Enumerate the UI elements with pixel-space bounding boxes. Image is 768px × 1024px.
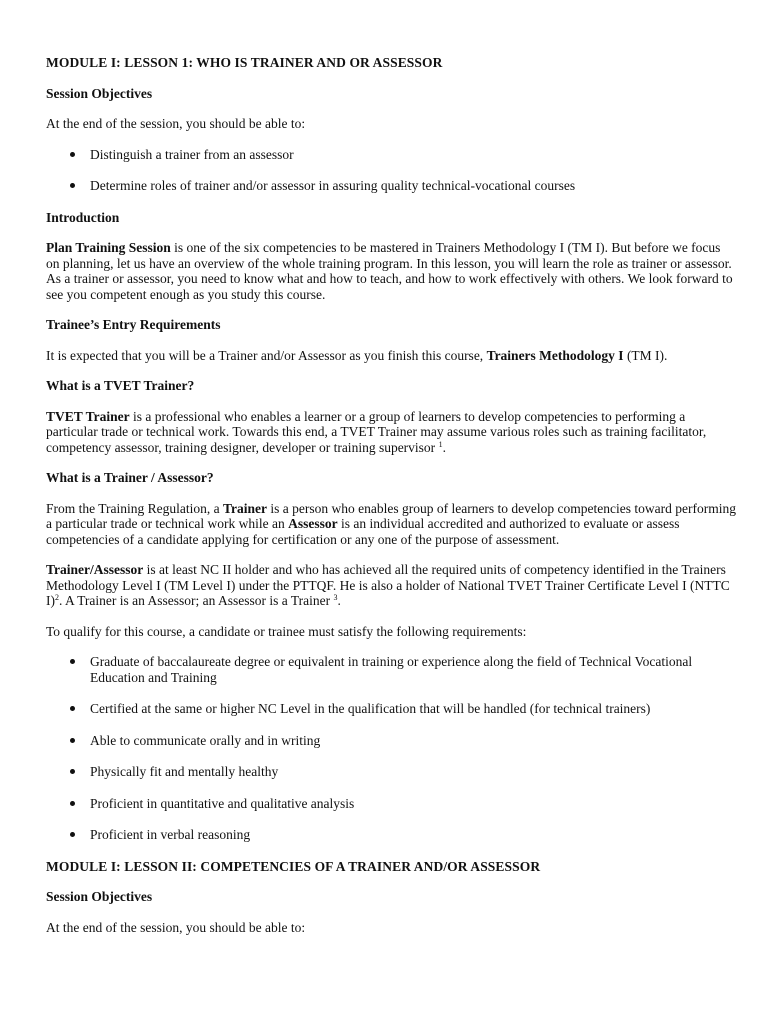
introduction-paragraph <box>46 240 736 302</box>
entry-text: It is expected that you will be a Trainer and/or Assessor as you finish this course, <box>46 347 487 363</box>
lesson2-objectives-intro: At the end of the session, you should be able to: <box>46 919 306 935</box>
ta-text: . A Trainer is an Assessor; an Assessor is a Trainer <box>59 593 334 608</box>
trainer-assessor-paragraph-2 <box>46 562 736 609</box>
list-item: Physically fit and mentally healthy <box>46 764 736 780</box>
trainer-assessor-paragraph-1 <box>46 501 736 548</box>
footnote-ref[interactable]: 1 <box>438 439 443 449</box>
entry-requirements-heading: Trainee’s Entry Requirements <box>46 317 221 332</box>
entry-bold: Trainers Methodology I <box>486 347 624 363</box>
tvet-trainer-paragraph <box>46 409 736 456</box>
lesson2-objectives-heading: Session Objectives <box>46 889 153 904</box>
lesson1-objectives-heading: Session Objectives <box>46 85 153 101</box>
qualify-intro: To qualify for this course, a candidate or trainee must satisfy the following requirements: <box>46 623 527 639</box>
list-item: Able to communicate orally and in writing <box>46 733 736 749</box>
ta-text: . <box>337 593 341 608</box>
list-item: Proficient in verbal reasoning <box>46 827 736 843</box>
entry-text-end: (TM I). <box>623 347 668 363</box>
list-item: Graduate of baccalaureate degree or equivalent in training or experience along the field of Technical Vocational Education and Training <box>46 654 736 685</box>
lesson1-objectives-intro: At the end of the session, you should be able to: <box>46 116 306 131</box>
lesson1-objectives-list <box>46 147 736 194</box>
requirements-list <box>46 654 736 843</box>
list-item: Certified at the same or higher NC Level in the qualification that will be handled (for technical trainers) <box>46 701 736 717</box>
ta-text: is a person who enables group of learners to develop competencies toward performing a particular trade or technical work while an <box>46 500 736 531</box>
ta-text: is at least NC II holder and who has achieved all the required units of competency identified in the Trainers Methodology Level I (TM Level I) under the PTTQF. He is also a holder of National TVET Trainer Certificate Level I (NTTC I) <box>46 562 730 608</box>
footnote-ref[interactable]: 2 <box>55 593 59 602</box>
list-item: Proficient in quantitative and qualitative analysis <box>46 796 736 812</box>
tvet-trainer-heading: What is a TVET Trainer? <box>46 378 195 393</box>
introduction-heading: Introduction <box>46 209 120 225</box>
introduction-bold: Plan Training Session <box>46 240 171 255</box>
entry-requirements-paragraph <box>46 348 736 364</box>
list-item: Determine roles of trainer and/or assessor in assuring quality technical-vocational courses <box>46 178 736 194</box>
introduction-text: is one of the six competencies to be mastered in Trainers Methodology I (TM I). But before we focus on planning, let us have an overview of the whole training program. In this lesson, you will learn the role as trainer or assessor. As a trainer or assessor, you need to know what and how to teach, and how to work effectively with others. We look forward to see you competent enough as you study this course. <box>46 240 733 302</box>
trainer-assessor-bold: Trainer/Assessor <box>46 562 144 577</box>
tvet-bold: TVET Trainer <box>46 408 130 424</box>
lesson2-title: MODULE I: LESSON II: COMPETENCIES OF A TRAINER AND/OR ASSESSOR <box>46 858 541 874</box>
ta-text: is an individual accredited and authorized to evaluate or assess competencies of a candidate applying for certification or any one of the purpose of assessment. <box>46 516 680 547</box>
trainer-assessor-heading: What is a Trainer / Assessor? <box>46 470 214 485</box>
ta-text: From the Training Regulation, a <box>46 500 223 516</box>
tvet-end: . <box>442 439 446 455</box>
trainer-bold: Trainer <box>223 500 267 516</box>
tvet-text: is a professional who enables a learner or a group of learners to develop competencies to performing a particular trade or technical work. Towards this end, a TVET Trainer may assume various roles such as training facilitator, competency assessor, training designer, developer or training supervisor <box>46 408 707 455</box>
lesson1-title: MODULE I: LESSON 1: WHO IS TRAINER AND OR ASSESSOR <box>46 55 443 70</box>
footnote-ref[interactable]: 3 <box>333 593 338 602</box>
list-item: Distinguish a trainer from an assessor <box>46 147 736 163</box>
assessor-bold: Assessor <box>288 516 338 531</box>
document-page <box>46 55 736 950</box>
